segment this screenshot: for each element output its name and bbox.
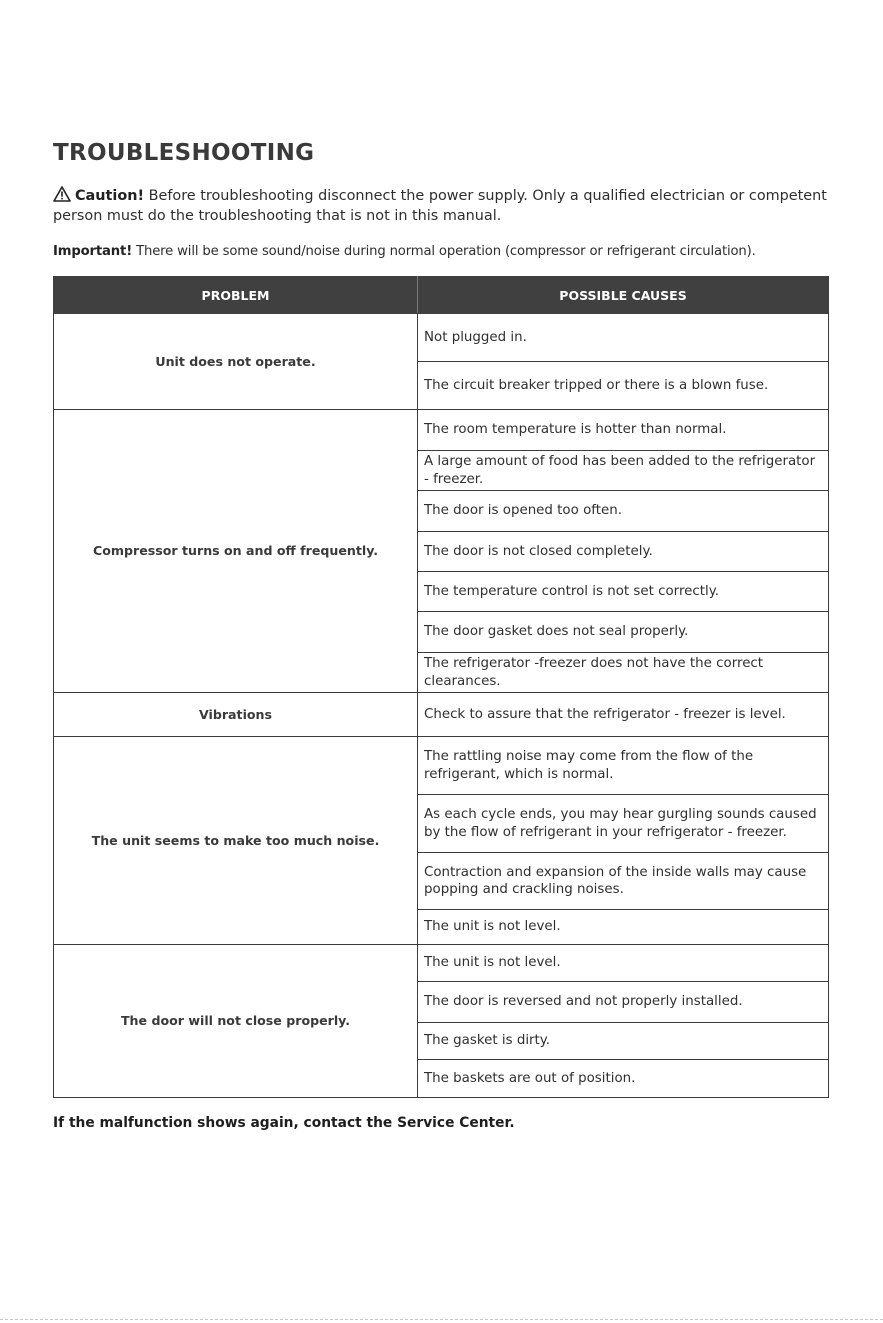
problem-cell: The unit seems to make too much noise. [54,737,418,945]
table-row [54,737,829,795]
cause-cell: The unit is not level. [418,945,829,982]
troubleshooting-table [53,276,829,1098]
cause-cell: The room temperature is hotter than normal. [418,410,829,451]
cause-cell: The baskets are out of position. [418,1060,829,1098]
service-center-note: If the malfunction shows again, contact the Service Center. [53,1115,515,1131]
table-row [54,410,829,451]
problem-cell: The door will not close properly. [54,945,418,1098]
cause-cell: The door is opened too often. [418,491,829,532]
important-label: Important! [53,244,133,259]
table-row [54,693,829,737]
cause-cell: The gasket is dirty. [418,1023,829,1060]
important-text: There will be some sound/noise during normal operation (compressor or refrigerant circulation). [136,244,756,259]
caution-label: Caution! [75,188,145,204]
cause-cell: A large amount of food has been added to the refrigerator - freezer. [418,451,829,491]
cause-cell: The unit is not level. [418,910,829,945]
table-header-row [54,277,829,314]
cause-cell: The circuit breaker tripped or there is a blown fuse. [418,362,829,410]
problem-cell: Vibrations [54,693,418,737]
caution-note [53,186,828,226]
cause-cell: Contraction and expansion of the inside walls may cause popping and crackling noises. [418,853,829,910]
table-row [54,314,829,362]
column-header-possible-causes: POSSIBLE CAUSES [418,277,829,314]
cause-cell: The door gasket does not seal properly. [418,612,829,653]
warning-triangle-icon [53,186,71,202]
cause-cell: The rattling noise may come from the flow of the refrigerant, which is normal. [418,737,829,795]
page-title: TROUBLESHOOTING [53,140,315,166]
cause-cell: As each cycle ends, you may hear gurgling sounds caused by the flow of refrigerant in your refrigerator - freezer. [418,795,829,853]
cause-cell: The temperature control is not set correctly. [418,572,829,612]
page-bottom-rule [0,1319,883,1320]
cause-cell: The door is reversed and not properly installed. [418,982,829,1023]
important-note [53,242,828,262]
troubleshooting-page [53,140,828,1131]
cause-cell: Check to assure that the refrigerator - freezer is level. [418,693,829,737]
cause-cell: The refrigerator -freezer does not have the correct clearances. [418,653,829,693]
cause-cell: Not plugged in. [418,314,829,362]
problem-cell: Unit does not operate. [54,314,418,410]
caution-text: Before troubleshooting disconnect the power supply. Only a qualified electrician or competent person must do the troubleshooting that is not in this manual. [53,188,827,224]
problem-cell: Compressor turns on and off frequently. [54,410,418,693]
table-row [54,945,829,982]
column-header-problem: PROBLEM [54,277,418,314]
cause-cell: The door is not closed completely. [418,532,829,572]
